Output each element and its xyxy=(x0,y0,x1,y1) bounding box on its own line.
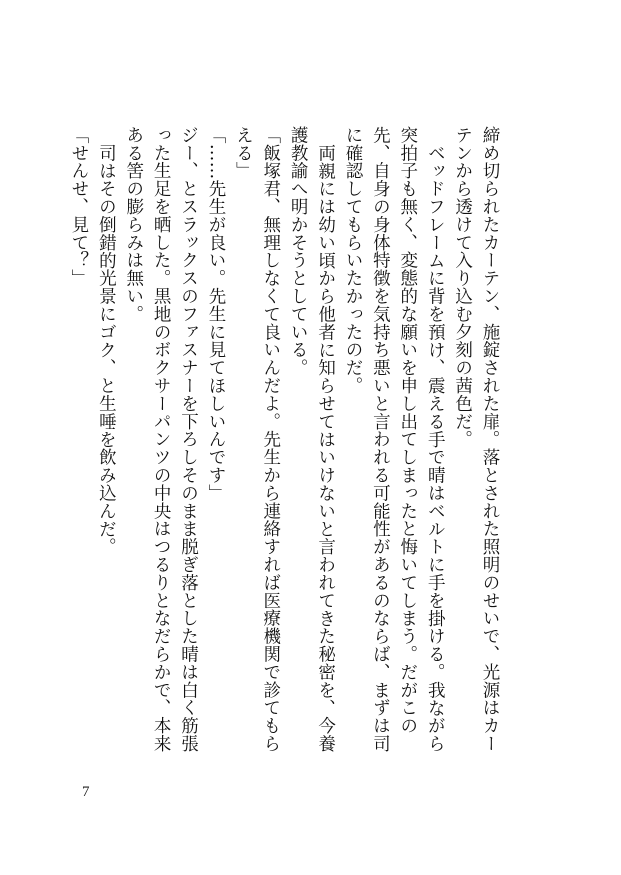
body-text xyxy=(65,126,504,766)
dialogue-3: 「せんせ、見て？」 xyxy=(68,126,89,288)
paragraph-5: 司はその倒錯的光景にゴク、と生唾を飲み込んだ。 xyxy=(96,143,117,556)
paragraph-3: 両親には幼い頃から他者に知らせてはいけないと言われてきた秘密を、今養護教諭へ明かそうとしている。 xyxy=(288,126,336,753)
dialogue-2: 「……先生が良い。先生に見てほしいんです」 xyxy=(205,126,226,502)
paragraph-2: ベッドフレームに背を預け、震える手で晴はベルトに手を掛ける。我ながら突拍子も無く、変態的な願いを申し出てしまったと悔いてしまう。だがこの先、自身の身体特徴を気持ち悪いと言われる可能性があるのならば、まずは司に確認してもらいたかったのだ。 xyxy=(342,126,446,753)
paragraph-1: 締め切られたカーテン、施錠された扉。落とされた照明のせいで、光源はカーテンから透けて入り込む夕刻の茜色だ。 xyxy=(452,126,500,753)
dialogue-1: 「飯塚君、無理しなくて良いんだよ。先生から連絡すれば医療機関で診てもらえる」 xyxy=(233,126,281,753)
paragraph-4: ジー、とスラックスのファスナーを下ろしそのまま脱ぎ落とした晴は白く筋張った生足を晒した。黒地のボクサーパンツの中央はつるりとなだらかで、本来ある筈の膨らみは無い。 xyxy=(123,126,199,753)
page-number: 7 xyxy=(82,784,90,800)
